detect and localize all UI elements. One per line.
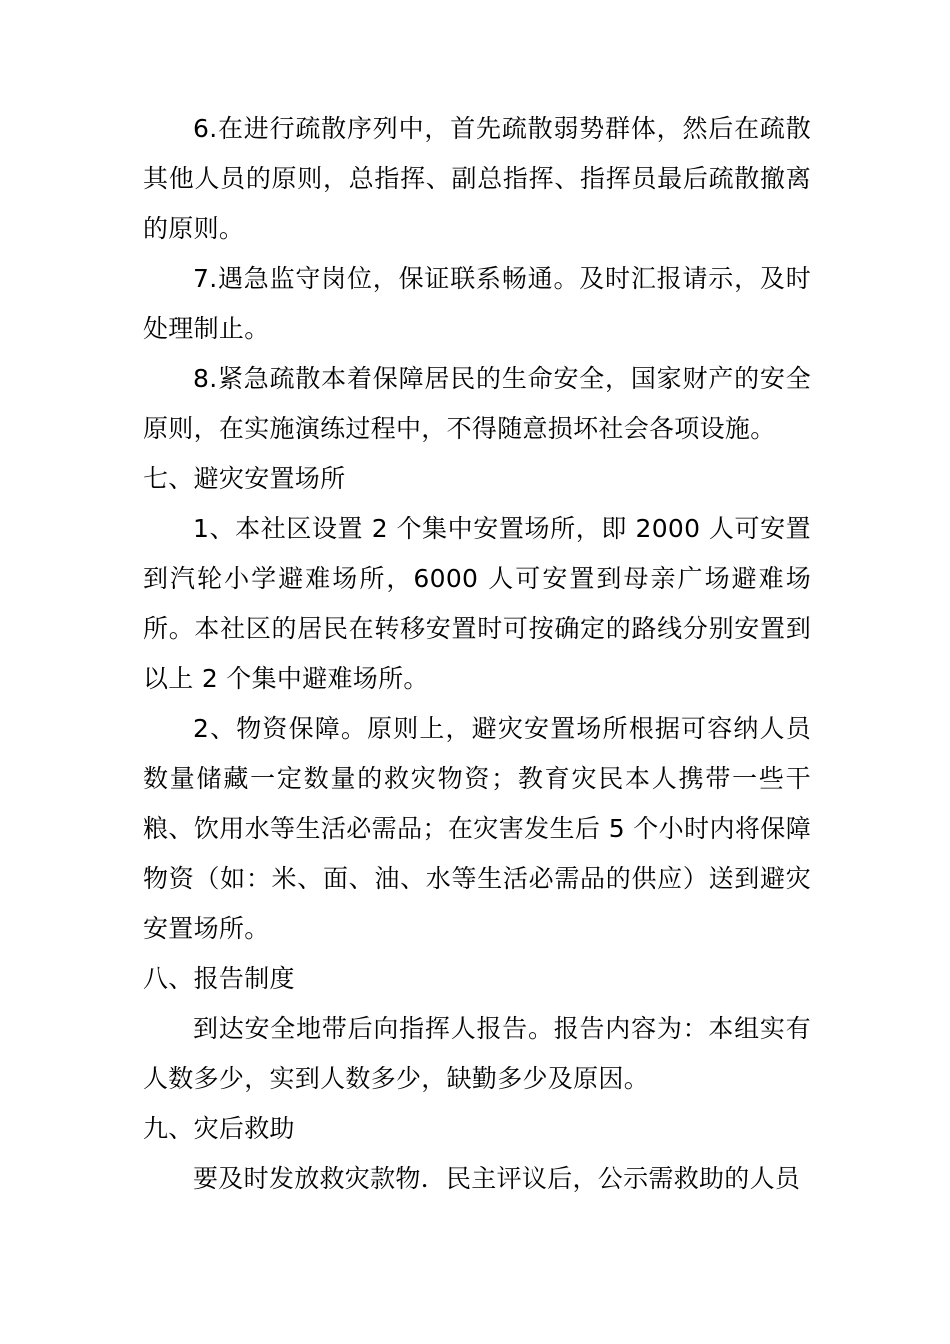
paragraph-report: 到达安全地带后向指挥人报告。报告内容为：本组实有人数多少，实到人数多少，缺勤多少及原因。 <box>143 1014 811 1093</box>
paragraph-shelter-2: 2、物资保障。原则上，避灾安置场所根据可容纳人员数量储藏一定数量的救灾物资；教育灾民本人携带一些干粮、饮用水等生活必需品；在灾害发生后 5 个小时内将保障物资（如：米、面、油、水等生活必需品的供应）送到避灾安置场所。 <box>143 714 811 943</box>
section-heading-9: 九、灾后救助 <box>143 1114 295 1143</box>
paragraph-item-6: 6.在进行疏散序列中，首先疏散弱势群体，然后在疏散其他人员的原则，总指挥、副总指挥、指挥员最后疏散撤离的原则。 <box>143 114 811 243</box>
section-heading-7: 七、避灾安置场所 <box>143 464 346 493</box>
paragraph-relief: 要及时发放救灾款物．民主评议后，公示需救助的人员 <box>193 1164 801 1193</box>
paragraph-item-7: 7.遇急监守岗位，保证联系畅通。及时汇报请示，及时处理制止。 <box>143 264 811 343</box>
section-heading-8: 八、报告制度 <box>143 964 295 993</box>
document-body <box>143 104 811 1204</box>
paragraph-item-8: 8.紧急疏散本着保障居民的生命安全，国家财产的安全原则，在实施演练过程中，不得随意损坏社会各项设施。 <box>143 364 811 443</box>
paragraph-shelter-1: 1、本社区设置 2 个集中安置场所，即 2000 人可安置到汽轮小学避难场所，6000 人可安置到母亲广场避难场所。本社区的居民在转移安置时可按确定的路线分别安置到以上 2 个集中避难场所。 <box>143 514 811 693</box>
